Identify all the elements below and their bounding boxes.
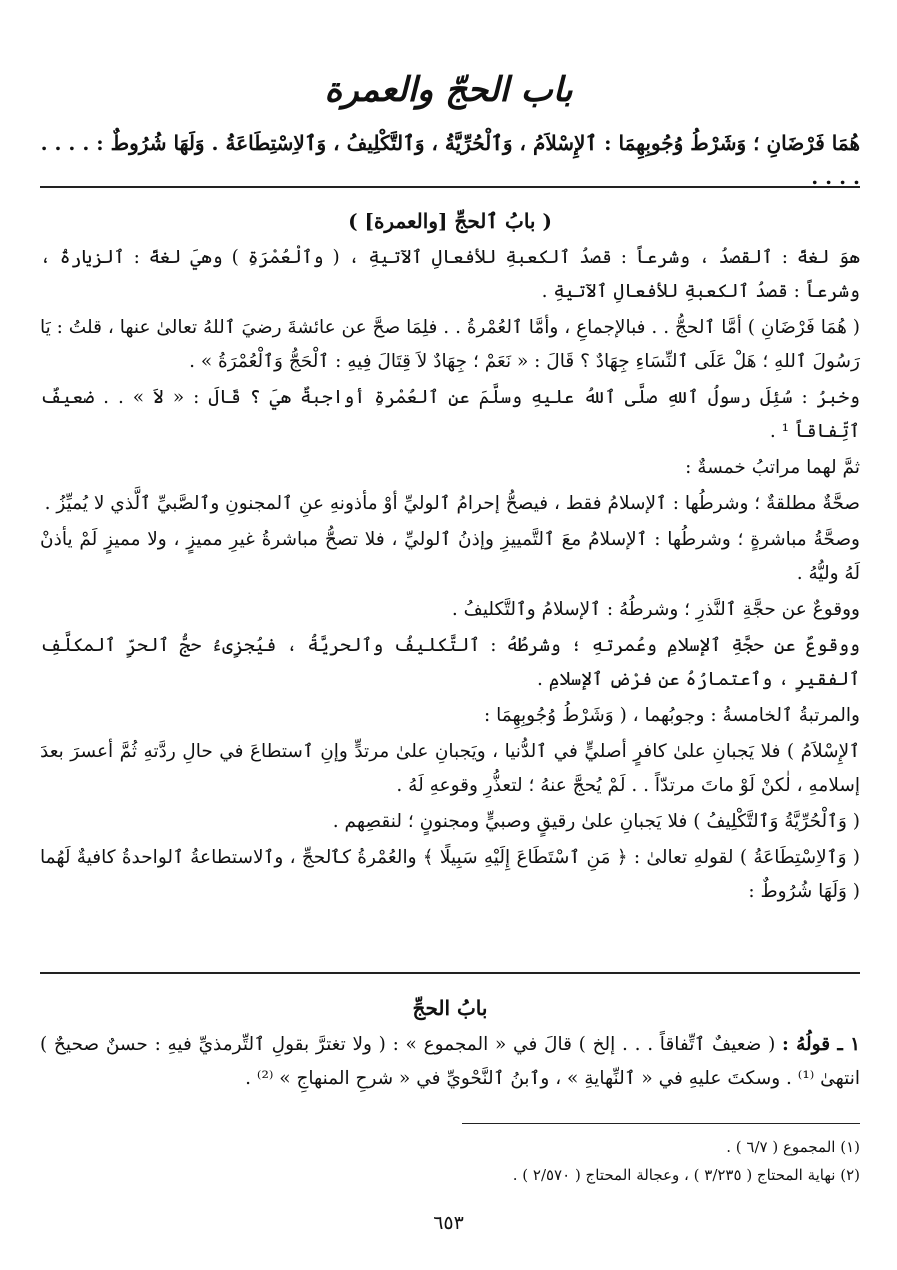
commentary-section [40, 203, 860, 911]
commentary-paragraph: هوَ لغةً : ٱلقصدُ ، وشرعاً : قصدُ ٱلكعبةِ للأفعالِ ٱلآتيةِ ، ( وٱلْعُمْرَةِ ) وهيَ لغةً : ٱلزيارةُ ، وشرعاً : قصدُ ٱلكعبةِ للأفعالِ ٱلآتيةِ . [40, 247, 860, 302]
footnote: (٢) نهاية المحتاج ( ٣/٢٣٥ ) ، وعجالة المحتاج ( ٢/٥٧٠ ) . [512, 1166, 860, 1184]
commentary-paragraph: ٱلإِسْلاَمُ ) فلا يَجبانِ علىٰ كافرٍ أصليٍّ في ٱلدُّنيا ، ويَجبانِ علىٰ مرتدٍّ وإنِ ٱستطاعَ في حالِ ردَّتهِ ثُمَّ أعسرَ بعدَ إسلامهِ ، لٰكنْ لَوْ ماتَ مرتدّاً . . لَمْ يُحجَّ عنهُ ؛ لتعذُّرِ وقوعهِ لَهُ . [40, 741, 860, 796]
page-number: ٦٥٣ [433, 1212, 464, 1234]
gloss-paragraph [40, 1028, 860, 1096]
commentary-heading: ( بابُ ٱلحجِّ [والعمرة] ) [348, 209, 552, 233]
footnote-divider [462, 1123, 860, 1124]
top-divider [40, 186, 860, 188]
chapter-title: باب الحجّ والعمرة [324, 70, 573, 110]
commentary-paragraph: ثمَّ لهما مراتبُ خمسةٌ : [685, 457, 860, 478]
commentary-paragraph: ( هُمَا فَرْضَانِ ) أمَّا ٱلحجُّ . . فبالإجماعِ ، وأمَّا ٱلعُمْرةُ . . فلِمَا صحَّ عن عائشةَ رضيَ ٱللهُ تعالىٰ عنها ، قلتُ : يَا رَسُولَ ٱللهِ ؛ هَلْ عَلَى ٱلنِّسَاءِ جِهَادٌ ؟ قَالَ : « نَعَمْ ؛ جِهَادٌ لاَ قِتَالَ فِيهِ : ٱلْحَجُّ وَٱلْعُمْرَةُ » . [40, 317, 860, 372]
gloss-section [40, 990, 860, 1098]
commentary-paragraph: ووقوعٌ عن حجَّةِ ٱلإسلامِ وعُمرتهِ ؛ وشرطُهُ : ٱلتَّكليفُ وٱلحريَّةُ ، فيُجزِىءُ حجُّ ٱلحرِّ ٱلمكلَّفِ ٱلفقيرِ ، وٱعتمارُهُ عن فرْضِ ٱلإسلامِ . [40, 635, 860, 690]
commentary-paragraph: وصحَّةُ مباشرةٍ ؛ وشرطُها : ٱلإسلامُ معَ ٱلتَّمييزِ وإذنُ ٱلوليِّ ، فلا تصحُّ مباشرةُ غيرِ مميزٍ ، ولا مميزٍ لَمْ يأذنْ لَهُ وليُّهُ . [40, 529, 860, 584]
matn-line: هُمَا فَرْضَانِ ؛ وَشَرْطُ وُجُوبِهِمَا : ٱلإِسْلاَمُ ، وَٱلْحُرِّيَّةُ ، وَٱلتَّكْلِيفُ ، وَٱلاِسْتِطَاعَةُ . وَلَهَا شُرُوطٌ : . . . . . . . . [40, 131, 860, 189]
footnote: (١) المجموع ( ٦/٧ ) . [726, 1138, 860, 1156]
commentary-paragraph: ووقوعٌ عن حجَّةِ ٱلنَّذرِ ؛ وشرطُهُ : ٱلإسلامُ وٱلتَّكليفُ . [451, 599, 860, 620]
gloss-label: ١ ـ قولُهُ : [782, 1034, 860, 1055]
gloss-heading: بابُ الحجِّ [412, 996, 488, 1020]
commentary-paragraph: والمرتبةُ ٱلخامسةُ : وجوبُهما ، ( وَشَرْطُ وُجُوبِهِمَا : [484, 705, 860, 726]
commentary-paragraph: ( وَٱلاِسْتِطَاعَةُ ) لقولهِ تعالىٰ : ﴿ مَنِ ٱسْتَطَاعَ إِلَيْهِ سَبِيلًا ﴾ والعُمْرةُ كٱلحجِّ ، وٱلاستطاعةُ ٱلواحدةُ كافيةٌ لَهُما ( وَلَهَا شُرُوطٌ : [40, 847, 861, 902]
commentary-paragraph: وخبرُ : سُئِلَ رسولُ ٱللهِ صلَّى ٱللهُ عليهِ وسلَّمَ عنِ ٱلعُمْرةِ أواجبةٌ هيَ ؟ قَالَ : « لاَ » . . ضعيفٌ ٱتِّفاقاً ¹ . [40, 387, 860, 442]
middle-divider [40, 972, 860, 974]
gloss-body: ( ضعيفٌ ٱتِّفاقاً . . . إلخ ) قالَ في « المجموع » : ( ولا تغترَّ بقولِ ٱلتِّرمذيِّ فيهِ : حسنٌ صحيحٌ ) انتهىٰ ⁽¹⁾ . وسكتَ عليهِ في « ٱلنِّهايةِ » ، وٱبنُ ٱلنَّحْويِّ في « شرحِ المنهاجِ » ⁽²⁾ . [40, 1034, 860, 1089]
footnotes [40, 1133, 860, 1189]
commentary-paragraph: ( وَٱلْحُرِّيَّةُ وَٱلتَّكْلِيفُ ) فلا يَجبانِ علىٰ رقيقٍ وصبيٍّ ومجنونٍ ؛ لنقصِهم . [332, 811, 860, 832]
commentary-paragraph: صحَّةٌ مطلقةٌ ؛ وشرطُها : ٱلإسلامُ فقط ، فيصحُّ إحرامُ ٱلوليِّ أوْ مأذونهِ عنِ ٱلمجنونِ وٱلصَّبيِّ ٱلَّذي لا يُميِّزُ . [44, 493, 860, 514]
